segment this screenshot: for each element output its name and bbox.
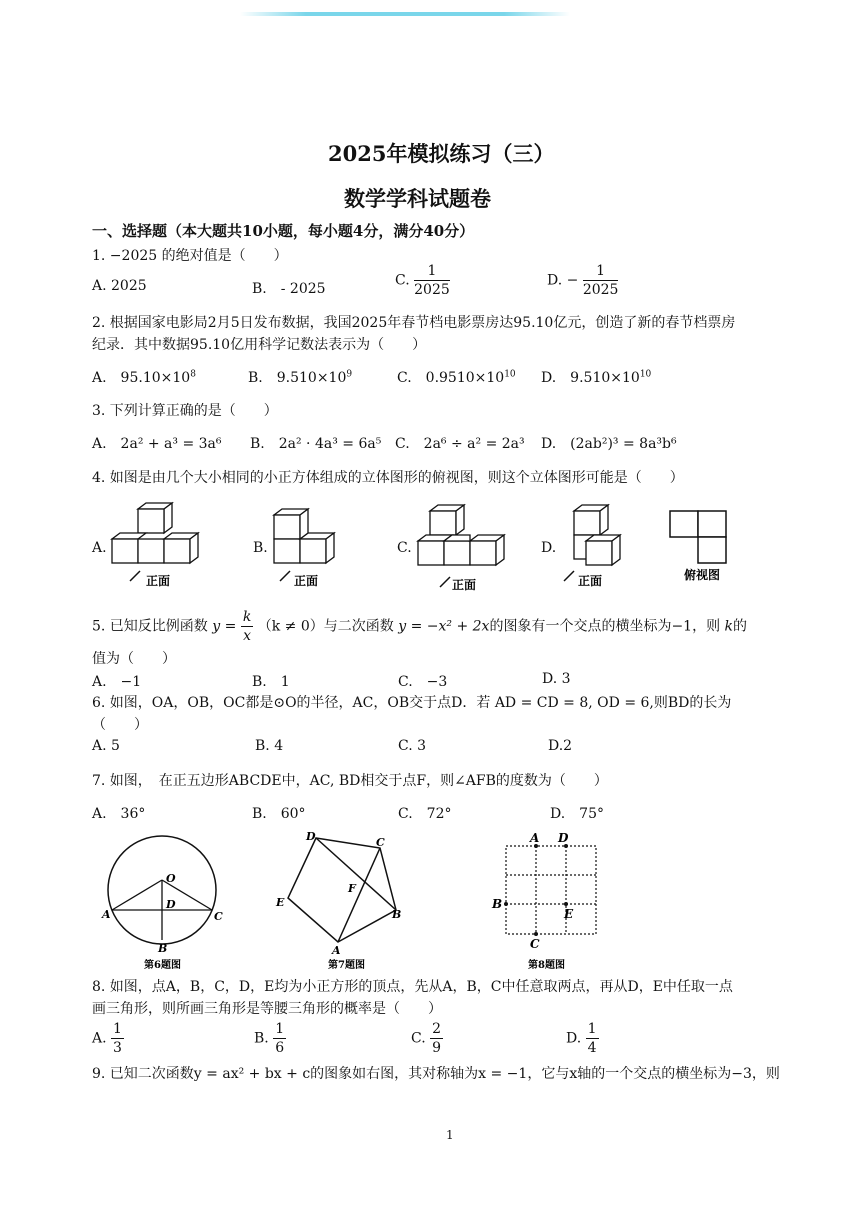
q4-option-a-label: A. bbox=[92, 540, 107, 556]
q6-option-a: A. 5 bbox=[92, 738, 120, 754]
q1-d-den: 2025 bbox=[582, 282, 619, 298]
q7-option-d: D. 75° bbox=[550, 806, 604, 822]
q2-line1: 2. 根据国家电影局2月5日发布数据，我国2025年春节档电影票房达95.10亿元，创造了新的春节档票房 bbox=[92, 315, 736, 331]
q4-option-c-label: C. bbox=[397, 540, 412, 556]
q3-option-b: B. 2a² · 4a³ = 6a⁵ bbox=[250, 436, 382, 452]
q1-option-d bbox=[547, 262, 618, 299]
q5-text-c: 的图象有一个交点的横坐标为−1，则 bbox=[489, 618, 721, 635]
q2-b-exp: 9 bbox=[346, 369, 353, 380]
fig7-label-d: D bbox=[306, 830, 316, 843]
q4-figure-b bbox=[266, 495, 366, 590]
q5-line2: 值为（ ） bbox=[92, 651, 176, 667]
q4-top-view-label: 俯视图 bbox=[684, 568, 721, 582]
exam-title: 2025年模拟练习（三） bbox=[328, 141, 555, 166]
q1-option-b: B. - 2025 bbox=[252, 281, 326, 297]
fig6-label-d: D bbox=[166, 898, 176, 911]
q8-a-num: 1 bbox=[113, 1021, 122, 1037]
q5-text-a: 5. 已知反比例函数 bbox=[92, 618, 208, 635]
q5-text-d: 的 bbox=[733, 618, 748, 635]
q7-option-c: C. 72° bbox=[398, 806, 452, 822]
q5-quadratic: y = −x² + 2x bbox=[398, 618, 490, 635]
q2-line2: 纪录．其中数据95.10亿用科学记数法表示为（ ） bbox=[92, 337, 427, 353]
q8-a-den: 3 bbox=[113, 1040, 122, 1056]
fig7-label-e: E bbox=[276, 896, 285, 909]
q1-stem: 1. −2025 的绝对值是（ ） bbox=[92, 248, 288, 264]
q5-option-c: C. −3 bbox=[398, 674, 448, 690]
top-decoration-bar bbox=[240, 12, 570, 16]
q7-stem: 7. 如图， 在正五边形ABCDE中，AC, BD相交于点F，则∠AFB的度数为（ ） bbox=[92, 773, 608, 789]
q8-a-fraction bbox=[111, 1020, 124, 1057]
q5-k-var: k bbox=[724, 618, 734, 635]
q8-d-num: 1 bbox=[587, 1021, 597, 1037]
fig8-label-e: E bbox=[564, 907, 574, 921]
q8-c-num: 2 bbox=[432, 1021, 442, 1037]
q4-figure-d bbox=[556, 495, 656, 590]
q2-option-c bbox=[397, 367, 516, 387]
q8-c-label: C. bbox=[411, 1030, 426, 1047]
q8-b-num: 1 bbox=[275, 1021, 285, 1037]
q4-c-front-label: 正面 bbox=[452, 578, 477, 592]
q8-d-label: D. bbox=[566, 1030, 582, 1047]
fig8-caption: 第8题图 bbox=[528, 960, 565, 971]
fig7-caption: 第7题图 bbox=[328, 960, 365, 971]
page-number: 1 bbox=[446, 1128, 454, 1142]
q8-line1: 8. 如图，点A，B，C，D，E均为小正方形的顶点，先从A，B，C中任意取两点，再从D，E中任取一点 bbox=[92, 979, 733, 995]
q8-c-den: 9 bbox=[432, 1040, 442, 1056]
figure-8 bbox=[488, 828, 608, 972]
q2-option-d bbox=[541, 367, 651, 387]
q2-b-text: B. 9.510×10 bbox=[248, 370, 347, 386]
fig6-label-o: O bbox=[166, 872, 176, 885]
q1-option-c bbox=[395, 262, 450, 299]
fig7-label-f: F bbox=[348, 882, 356, 895]
fig8-label-a: A bbox=[530, 831, 540, 845]
q2-option-a bbox=[92, 367, 196, 387]
q5-line1 bbox=[92, 608, 747, 645]
exam-subtitle: 数学学科试题卷 bbox=[344, 186, 491, 211]
q4-option-d-label: D. bbox=[541, 540, 557, 556]
q8-d-den: 4 bbox=[587, 1040, 597, 1056]
q4-top-view bbox=[666, 507, 736, 582]
q1-d-label: D. − bbox=[547, 272, 579, 289]
section-heading: 一、选择题（本大题共10小题，每小题4分，满分40分） bbox=[92, 222, 475, 240]
q1-c-label: C. bbox=[395, 272, 410, 289]
q5-k-fraction bbox=[241, 608, 253, 645]
q3-stem: 3. 下列计算正确的是（ ） bbox=[92, 403, 278, 419]
q8-b-fraction bbox=[273, 1020, 286, 1057]
q8-a-label: A. bbox=[92, 1030, 107, 1047]
q7-option-a: A. 36° bbox=[92, 806, 146, 822]
fig8-label-d: D bbox=[558, 831, 569, 845]
q5-option-d: D. 3 bbox=[542, 671, 571, 687]
q2-a-text: A. 95.10×10 bbox=[92, 370, 191, 386]
q1-c-num: 1 bbox=[414, 262, 450, 281]
q9-line1: 9. 已知二次函数y = ax² + bx + c的图象如右图，其对称轴为x = −1，它与x轴的一个交点的横坐标为−3，则 bbox=[92, 1066, 780, 1082]
q6-line2: （ ） bbox=[92, 717, 148, 733]
q5-option-a: A. −1 bbox=[92, 674, 142, 690]
q5-k-den: x bbox=[243, 628, 251, 644]
q8-b-den: 6 bbox=[275, 1040, 285, 1056]
q2-c-exp: 10 bbox=[504, 369, 516, 380]
q6-line1: 6. 如图，OA，OB，OC都是⊙O的半径，AC，OB交于点D．若 AD = CD = 8, OD = 6,则BD的长为 bbox=[92, 695, 732, 711]
q6-option-c: C. 3 bbox=[398, 738, 427, 754]
q1-c-den: 2025 bbox=[414, 282, 450, 298]
q4-figure-a bbox=[100, 495, 200, 590]
q4-b-front-label: 正面 bbox=[294, 574, 319, 588]
q3-option-c: C. 2a⁶ ÷ a² = 2a³ bbox=[395, 436, 525, 452]
q8-option-d bbox=[566, 1020, 599, 1057]
q1-c-fraction bbox=[414, 262, 450, 299]
q2-option-b bbox=[248, 367, 352, 387]
fig8-label-c: C bbox=[530, 937, 540, 951]
q2-c-text: C. 0.9510×10 bbox=[397, 370, 505, 386]
q3-option-a: A. 2a² + a³ = 3a⁶ bbox=[92, 436, 222, 452]
q6-option-d: D.2 bbox=[548, 738, 573, 754]
fig6-caption: 第6题图 bbox=[144, 960, 181, 971]
q5-y-eq: y = bbox=[212, 618, 237, 635]
fig7-label-b: B bbox=[392, 908, 402, 921]
q8-d-fraction bbox=[586, 1020, 599, 1057]
q7-option-b: B. 60° bbox=[252, 806, 306, 822]
q8-option-c bbox=[411, 1020, 443, 1057]
q4-figure-c bbox=[410, 495, 520, 595]
q1-d-fraction bbox=[583, 262, 619, 299]
fig8-label-b: B bbox=[492, 897, 503, 911]
q8-line2: 画三角形，则所画三角形是等腰三角形的概率是（ ） bbox=[92, 1001, 442, 1017]
q2-a-exp: 8 bbox=[190, 369, 196, 380]
q5-condition: （k ≠ 0） bbox=[257, 618, 324, 635]
q5-text-b: 与二次函数 bbox=[323, 618, 394, 635]
q2-d-exp: 10 bbox=[639, 369, 652, 380]
fig6-label-b: B bbox=[158, 942, 168, 955]
figure-7 bbox=[272, 828, 412, 972]
fig6-label-c: C bbox=[214, 910, 223, 923]
q4-stem: 4. 如图是由几个大小相同的小正方体组成的立体图形的俯视图，则这个立体图形可能是（ ） bbox=[92, 470, 684, 486]
q6-option-b: B. 4 bbox=[255, 738, 284, 754]
q3-option-d: D. (2ab²)³ = 8a³b⁶ bbox=[541, 436, 677, 452]
q4-a-front-label: 正面 bbox=[146, 574, 171, 588]
q8-c-fraction bbox=[430, 1020, 443, 1057]
q5-k-num: k bbox=[242, 609, 252, 625]
q8-option-b bbox=[254, 1020, 286, 1057]
fig7-label-c: C bbox=[376, 836, 385, 849]
q8-b-label: B. bbox=[254, 1030, 269, 1047]
q4-d-front-label: 正面 bbox=[578, 574, 603, 588]
q5-option-b: B. 1 bbox=[252, 674, 290, 690]
q1-d-num: 1 bbox=[583, 262, 619, 281]
fig7-label-a: A bbox=[332, 944, 341, 957]
q8-option-a bbox=[92, 1020, 124, 1057]
q4-option-b-label: B. bbox=[253, 540, 268, 556]
fig6-label-a: A bbox=[102, 908, 111, 921]
figure-6 bbox=[100, 832, 230, 972]
q1-option-a: A. 2025 bbox=[92, 278, 147, 294]
q2-d-text: D. 9.510×10 bbox=[541, 370, 640, 386]
